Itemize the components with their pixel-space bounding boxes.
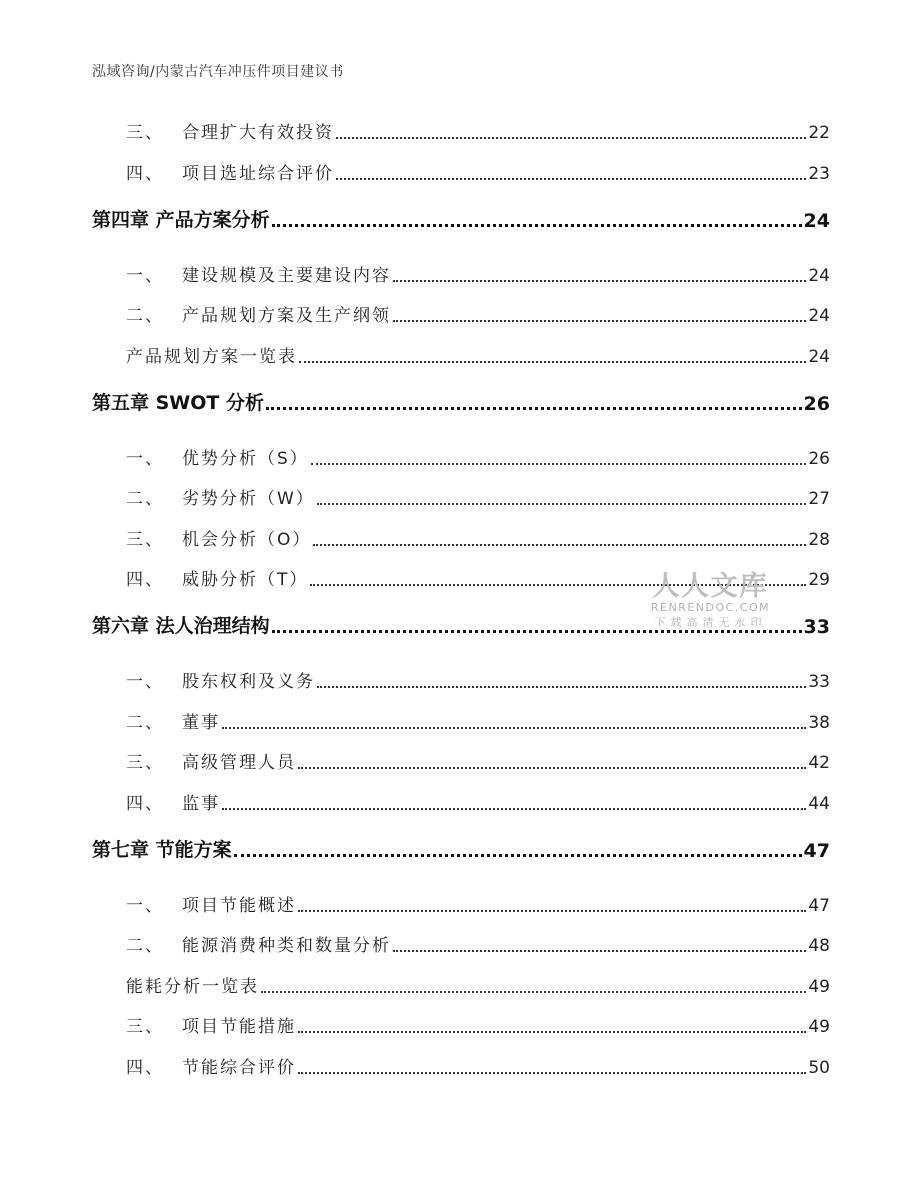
toc-entry-number: 三、	[126, 529, 164, 550]
toc-section-entry[interactable]	[92, 1039, 830, 1080]
toc-chapter-entry[interactable]	[92, 369, 830, 419]
toc-entry-title: 产品规划方案及生产纲领	[182, 306, 391, 326]
toc-chapter-entry[interactable]	[92, 186, 830, 236]
toc-page-number: 27	[808, 489, 830, 509]
toc-table-entry[interactable]	[92, 328, 830, 369]
toc-entry-title: 建设规模及主要建设内容	[182, 265, 391, 286]
toc-chapter-title: 第五章 SWOT 分析	[92, 391, 264, 414]
dot-leader	[317, 685, 806, 688]
toc-page-number: 28	[808, 529, 830, 550]
page-header: 泓域咨询/内蒙古汽车冲压件项目建议书	[92, 64, 344, 80]
toc-chapter-entry[interactable]	[92, 816, 830, 866]
toc-entry-number: 三、	[126, 1017, 164, 1037]
dot-leader	[298, 1071, 806, 1074]
toc-chapter-title: 第七章 节能方案	[92, 838, 232, 861]
toc-section-entry[interactable]	[92, 866, 830, 918]
toc-entry-title: 监事	[182, 793, 220, 814]
toc-entry-number: 二、	[126, 306, 164, 326]
toc-page-number: 24	[808, 306, 830, 326]
toc-chapter-title: 第六章 法人治理结构	[92, 615, 270, 637]
toc-section-entry[interactable]	[92, 999, 830, 1040]
toc-table-entry[interactable]	[92, 958, 830, 999]
toc-entry-number: 四、	[126, 793, 164, 814]
toc-page-number: 24	[808, 265, 830, 286]
dot-leader	[272, 223, 802, 227]
toc-page-number: 38	[808, 712, 830, 733]
toc-chapter-title: 第四章 产品方案分析	[92, 208, 270, 231]
toc-section-entry[interactable]	[92, 918, 830, 959]
toc-entry-title: 项目节能概述	[182, 895, 296, 916]
toc-entry-title: 产品规划方案一览表	[126, 346, 297, 367]
toc-section-entry[interactable]	[92, 288, 830, 329]
toc-entry-title: 机会分析（O）	[182, 529, 312, 550]
toc-entry-title: 董事	[182, 712, 220, 733]
toc-page-number: 49	[808, 1017, 830, 1037]
toc-entry-number: 四、	[126, 570, 164, 590]
toc-entry-number: 二、	[126, 936, 164, 956]
toc-entry-title: 高级管理人员	[182, 753, 296, 773]
toc-section-entry[interactable]	[92, 236, 830, 288]
toc-entry-title: 节能综合评价	[182, 1057, 296, 1078]
toc-page-number: 42	[808, 753, 830, 773]
toc-page-number: 48	[808, 936, 830, 956]
toc-page-number: 47	[803, 839, 830, 862]
toc-section-entry[interactable]	[92, 471, 830, 512]
dot-leader	[393, 319, 806, 322]
toc-section-entry[interactable]	[92, 642, 830, 694]
toc-entry-title: 合理扩大有效投资	[182, 123, 334, 143]
toc-section-entry[interactable]	[92, 145, 830, 186]
dot-leader	[311, 462, 807, 465]
dot-leader	[393, 279, 806, 282]
dot-leader	[299, 360, 806, 363]
toc-entry-number: 四、	[126, 163, 164, 184]
watermark-subtitle: 下载高清无水印	[654, 616, 767, 629]
toc-entry-title: 能源消费种类和数量分析	[182, 936, 391, 956]
toc-entry-number: 一、	[126, 448, 164, 469]
dot-leader	[266, 406, 802, 410]
toc-entry-number: 三、	[126, 123, 164, 143]
toc-entry-title: 优势分析（S）	[182, 448, 309, 469]
toc-page-number: 33	[808, 672, 830, 692]
toc-entry-title: 威胁分析（T）	[182, 570, 309, 590]
toc-page-number: 50	[808, 1057, 830, 1078]
dot-leader	[336, 136, 806, 139]
toc-entry-number: 一、	[126, 895, 164, 916]
dot-leader	[336, 177, 806, 180]
toc-page-number: 29	[808, 570, 830, 590]
toc-page-number: 47	[808, 895, 830, 916]
toc-page-number: 23	[808, 163, 830, 184]
dot-leader	[298, 1030, 806, 1033]
toc-entry-title: 项目选址综合评价	[182, 163, 334, 184]
dot-leader	[313, 543, 806, 546]
toc-section-entry[interactable]	[92, 419, 830, 471]
toc-entry-number: 一、	[126, 672, 164, 692]
toc-section-entry[interactable]	[92, 116, 830, 145]
toc-entry-title: 项目节能措施	[182, 1017, 296, 1037]
toc-section-entry[interactable]	[92, 775, 830, 816]
toc-entry-number: 二、	[126, 712, 164, 733]
toc-section-entry[interactable]	[92, 694, 830, 735]
toc-page-number: 26	[803, 392, 830, 415]
watermark	[648, 564, 773, 630]
dot-leader	[261, 990, 806, 993]
toc-section-entry[interactable]	[92, 511, 830, 552]
toc-page-number: 33	[803, 616, 830, 638]
dot-leader	[393, 949, 806, 952]
dot-leader	[298, 909, 806, 912]
dot-leader	[222, 807, 806, 810]
watermark-title: 人人文库	[652, 571, 769, 602]
toc-page-number: 44	[808, 793, 830, 814]
toc-entry-number: 二、	[126, 489, 164, 509]
toc-entry-title: 劣势分析（W）	[182, 489, 315, 509]
toc-entry-title: 股东权利及义务	[182, 672, 315, 692]
toc-page-number: 22	[808, 123, 830, 143]
dot-leader	[222, 726, 806, 729]
toc-section-entry[interactable]	[92, 735, 830, 776]
toc-entry-number: 三、	[126, 753, 164, 773]
toc-entry-number: 一、	[126, 265, 164, 286]
dot-leader	[317, 502, 807, 505]
toc-page-number: 24	[803, 209, 830, 232]
toc-page-number: 24	[808, 346, 830, 367]
toc-entry-title: 能耗分析一览表	[126, 976, 259, 997]
toc-page-number: 49	[808, 976, 830, 997]
toc-entry-number: 四、	[126, 1057, 164, 1078]
toc-page-number: 26	[808, 448, 830, 469]
watermark-domain: RENRENDOC.COM	[650, 601, 771, 614]
dot-leader	[234, 853, 802, 857]
dot-leader	[298, 766, 806, 769]
